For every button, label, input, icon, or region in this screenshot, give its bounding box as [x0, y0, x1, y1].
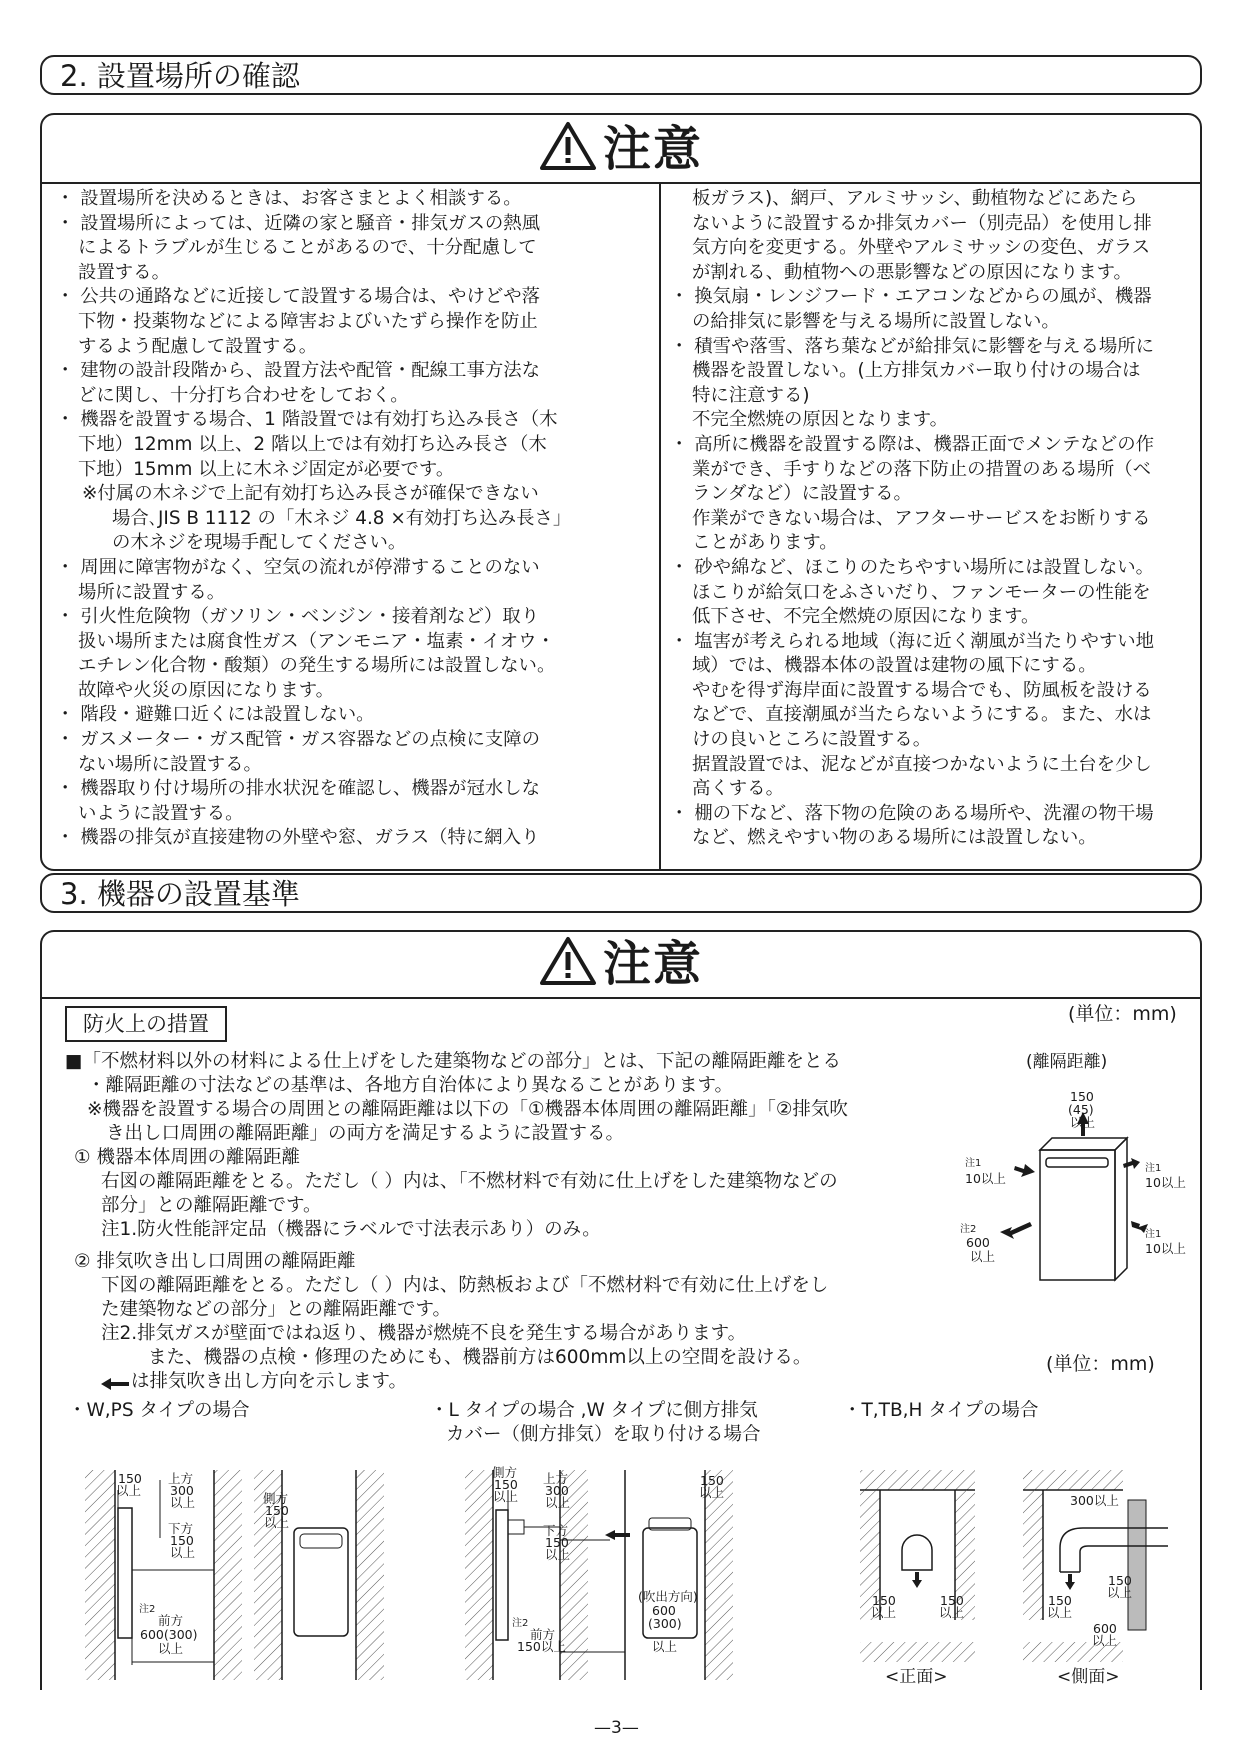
wps-side1: 側方 — [263, 1491, 289, 1506]
wps-up2: 300 — [170, 1483, 194, 1498]
list-item: ・ 積雪や落雪、落ち葉などが給排気に影響を与える場所に — [670, 335, 1155, 357]
list-item: どに関し、十分打ち合わせをしておく。 — [78, 384, 409, 406]
body-line: 部分」との離隔距離です。 — [101, 1195, 322, 1216]
body-line: 右図の離隔距離をとる。ただし（ ）内は、「不燃材料で有効に仕上げをした建築物などの — [101, 1171, 838, 1192]
list-item: によるトラブルが生じることがあるので、十分配慮して — [78, 237, 537, 259]
l-side1: 側方 — [492, 1465, 518, 1480]
section3-title: 3. 機器の設置基準 — [60, 877, 300, 911]
list-item: 高くする。 — [692, 778, 784, 800]
caution-heading — [42, 936, 1200, 992]
body-line: き出し口周囲の離隔距離」の両方を満足するように設置する。 — [106, 1123, 625, 1144]
list-item: 故障や火災の原因になります。 — [78, 679, 334, 701]
l-right2: 以上 — [699, 1485, 725, 1500]
list-item: の木ネジを現場手配してください。 — [112, 532, 407, 554]
unit-label: (単位：mm) — [1068, 1003, 1177, 1025]
section2-title-bar — [40, 55, 1202, 95]
caution-heading — [42, 121, 1200, 177]
list-item: 業ができ、手すりなどの落下防止の措置のある場所（ベ — [692, 458, 1152, 480]
list-item: など、燃えやすい物のある場所には設置しない。 — [692, 827, 1097, 849]
list-item: ない場所に設置する。 — [78, 753, 262, 775]
body-line: ※機器を設置する場合の周囲との離隔距離は以下の「①機器本体周囲の離隔距離」「②排気吹 — [87, 1099, 848, 1120]
t-front-label: <正面> — [885, 1667, 948, 1687]
list-item: が割れる、動植物への悪影響などの原因になります。 — [692, 261, 1132, 283]
list-item: ・ 設置場所を決めるときは、お客さまとよく相談する。 — [56, 188, 522, 209]
body-line: ② 排気吹き出し口周囲の離隔距離 — [74, 1251, 356, 1272]
section3-title-bar — [40, 873, 1202, 913]
list-item: 下物・投薬物などによる障害およびいたずら操作を防止 — [78, 310, 538, 332]
l-exh1: (吹出方向) — [638, 1589, 698, 1604]
l-exh4: 以上 — [652, 1639, 678, 1654]
t-side-a: 150 — [1048, 1593, 1072, 1608]
t-left1: 150 — [872, 1593, 896, 1608]
list-item: ・ 設置場所によっては、近隣の家と騒音・排気ガスの熱風 — [56, 212, 541, 234]
t-side-b: 以上 — [1047, 1605, 1073, 1620]
wps-dn1: 下方 — [168, 1521, 194, 1536]
l-dn1: 下方 — [543, 1523, 569, 1538]
exhaust-direction-arrow-icon — [101, 1376, 131, 1395]
wps-front3: 以上 — [158, 1641, 184, 1656]
list-item: 扱い場所または腐食性ガス（アンモニア・塩素・イオウ・ — [78, 630, 555, 652]
clearance-title: (離隔距離) — [1026, 1052, 1108, 1072]
section2-left-column — [56, 187, 654, 851]
list-item: 下地）12mm 以上、2 階以上では有効打ち込み長さ（木 — [78, 433, 547, 455]
list-item: ないように設置するか排気カバー（別売品）を使用し排 — [692, 212, 1152, 234]
body-line: ・離隔距離の寸法などの基準は、各地方自治体により異なることがあります。 — [87, 1075, 734, 1096]
t-side-label: <側面> — [1057, 1667, 1120, 1687]
list-item: 場合､JIS B 1112 の「木ネジ 4.8 ×有効打ち込み長さ」 — [112, 507, 572, 529]
l-dn3: 以上 — [545, 1547, 571, 1562]
wps-dn3: 以上 — [170, 1545, 196, 1560]
clear-front: 600 — [966, 1235, 990, 1250]
list-item: ・ 棚の下など、落下物の危険のある場所や、洗濯の物干場 — [670, 802, 1154, 824]
list-item: 機器を設置しない。(上方排気カバー取り付けの場合は — [692, 360, 1141, 382]
list-item: 域）では、機器本体の設置は建物の風下にする。 — [692, 655, 1097, 677]
list-item: 気方向を変更する。外壁やアルミサッシの変色、ガラス — [692, 237, 1151, 259]
list-item: ・ 階段・避難口近くには設置しない。 — [56, 704, 375, 726]
list-item: 低下させ、不完全燃焼の原因になります。 — [692, 606, 1040, 628]
list-item: ※付属の木ネジで上記有効打ち込み長さが確保できない — [82, 483, 539, 505]
divider — [42, 997, 1200, 999]
list-item: ・ 引火性危険物（ガソリン・ベンジン・接着剤など）取り — [56, 606, 540, 628]
caution-label: 注意 — [602, 936, 703, 992]
t-right1: 150 — [940, 1593, 964, 1608]
subhead-label: 防火上の措置 — [83, 1012, 209, 1036]
type-l-heading: ・L タイプの場合 ,W タイプに側方排気 — [430, 1400, 758, 1421]
t-side-d: 以上 — [1107, 1585, 1133, 1600]
wps-front1: 前方 — [158, 1613, 184, 1628]
list-item: 場所に設置する。 — [78, 581, 226, 603]
section2-title: 2. 設置場所の確認 — [60, 59, 300, 93]
l-exh2: 600 — [652, 1603, 676, 1618]
l-dn2: 150 — [545, 1535, 569, 1550]
list-item: ・ 周囲に障害物がなく、空気の流れが停滞することのない — [56, 556, 540, 578]
body-line: ① 機器本体周囲の離隔距離 — [74, 1147, 300, 1168]
t-figure — [838, 1460, 1208, 1680]
list-item: ことがあります。 — [692, 532, 838, 554]
l-exh3: (300) — [648, 1616, 682, 1631]
body-line: は排気吹き出し方向を示します。 — [131, 1371, 408, 1392]
list-item: ・ ガスメーター・ガス配管・ガス容器などの点検に支障の — [56, 729, 541, 751]
l-side2: 150 — [494, 1477, 518, 1492]
unit-label: (単位：mm) — [1046, 1353, 1155, 1375]
list-item: ・ 高所に機器を設置する際は、機器正面でメンテなどの作 — [670, 433, 1155, 455]
wps-up3: 以上 — [170, 1495, 196, 1510]
wps-dn2: 150 — [170, 1533, 194, 1548]
list-item: ・ 機器の排気が直接建物の外壁や窓、ガラス（特に網入り — [56, 827, 540, 849]
type-wps-heading: ・W,PS タイプの場合 — [68, 1400, 250, 1421]
warning-icon — [539, 936, 597, 986]
note1-marker: 注1 — [1145, 1163, 1162, 1174]
warning-icon — [539, 121, 597, 171]
body-line: 下図の離隔距離をとる。ただし（ ）内は、防熱板および「不燃材料で有効に仕上げをし — [101, 1275, 829, 1296]
list-item: ・ 砂や綿など、ほこりのたちやすい場所には設置しない。 — [670, 556, 1155, 578]
t-bottom2: 以上 — [1092, 1633, 1118, 1648]
list-item: ・ 機器を設置する場合、1 階設置では有効打ち込み長さ（木 — [56, 409, 558, 431]
list-item: ランダなど）に設置する。 — [692, 483, 912, 505]
clear-front-ijo: 以上 — [970, 1249, 996, 1264]
note2-marker: 注2 — [960, 1224, 977, 1235]
body-line: 注2.排気ガスが壁面ではね返り、機器が燃焼不良を発生する場合があります。 — [101, 1323, 747, 1344]
fire-prevention-subhead — [65, 1006, 227, 1042]
list-item: けの良いところに設置する。 — [692, 729, 932, 751]
t-side-c: 150 — [1108, 1573, 1132, 1588]
body-line: た建築物などの部分」との離隔距離です。 — [101, 1299, 452, 1320]
clear-top: 150 — [1070, 1089, 1094, 1104]
wps-front2: 600(300) — [140, 1627, 198, 1642]
wps-side3: 以上 — [264, 1515, 290, 1530]
l-right1: 150 — [700, 1473, 724, 1488]
page-number: —3— — [594, 1718, 639, 1738]
type-l-heading-2: カバー（側方排気）を取り付ける場合 — [446, 1424, 761, 1445]
clear-right: 10以上 — [1145, 1175, 1186, 1190]
list-item: ほこりが給気口をふさいだり、ファンモーターの性能を — [692, 581, 1151, 603]
list-item: 据置設置では、泥などが直接つかないように土台を少し — [692, 753, 1152, 775]
note1-marker: 注1 — [1145, 1229, 1162, 1240]
list-item: やむを得ず海岸面に設置する場合でも、防風板を設ける — [692, 679, 1152, 701]
list-item: 板ガラス)、網戸、アルミサッシ、動植物などにあたら — [692, 188, 1138, 209]
section2-right-column — [670, 187, 1190, 851]
divider — [42, 182, 1200, 184]
wps-side2: 150 — [265, 1503, 289, 1518]
list-item: するよう配慮して設置する。 — [78, 335, 318, 357]
list-item: などで、直接潮風が当たらないようにする。また、水は — [692, 704, 1152, 726]
list-item: ・ 換気扇・レンジフード・エアコンなどからの風が、機器 — [670, 286, 1152, 308]
body-line: また、機器の点検・修理のためにも、機器前方は600mm以上の空間を設ける。 — [148, 1347, 812, 1368]
wps-up1: 上方 — [168, 1471, 194, 1486]
t-top: 300以上 — [1070, 1493, 1119, 1508]
section2-caution-box — [40, 113, 1202, 871]
wps-150-ijo: 以上 — [116, 1483, 142, 1498]
caution-label: 注意 — [602, 121, 703, 177]
t-bottom1: 600 — [1093, 1621, 1117, 1636]
clear-bottom: 10以上 — [1145, 1241, 1186, 1256]
l-up1: 上方 — [543, 1471, 569, 1486]
list-item: ・ 建物の設計段階から、設置方法や配管・配線工事方法な — [56, 360, 541, 382]
list-item: 下地）15mm 以上に木ネジ固定が必要です。 — [78, 458, 455, 480]
list-item: ・ 塩害が考えられる地域（海に近く潮風が当たりやすい地 — [670, 630, 1155, 652]
clear-top-ijo: 以上 — [1070, 1115, 1096, 1130]
list-item: エチレン化合物・酸類）の発生する場所には設置しない。 — [78, 655, 556, 677]
clear-left: 10以上 — [965, 1171, 1006, 1186]
list-item: 特に注意する) — [692, 384, 810, 406]
l-front2: 150以上 — [517, 1639, 566, 1654]
list-item: 不完全燃焼の原因となります。 — [692, 409, 948, 431]
clear-top-paren: (45) — [1068, 1102, 1094, 1117]
l-front1: 前方 — [530, 1627, 556, 1642]
list-item: 設置する。 — [78, 261, 170, 283]
l-note2: 注2 — [512, 1618, 529, 1629]
wps-note2: 注2 — [139, 1604, 156, 1615]
l-up3: 以上 — [545, 1495, 571, 1510]
list-item: ・ 機器取り付け場所の排水状況を確認し、機器が冠水しな — [56, 778, 541, 800]
list-item: の給排気に影響を与える場所に設置しない。 — [692, 310, 1060, 332]
list-item: いように設置する。 — [78, 802, 244, 824]
type-t-heading: ・T,TB,H タイプの場合 — [843, 1400, 1039, 1421]
l-up2: 300 — [545, 1483, 569, 1498]
list-item: ・ 公共の通路などに近接して設置する場合は、やけどや落 — [56, 286, 541, 308]
note1-marker: 注1 — [965, 1158, 982, 1169]
column-divider — [659, 184, 661, 869]
t-right2: 以上 — [939, 1605, 965, 1620]
t-left2: 以上 — [871, 1605, 897, 1620]
l-side3: 以上 — [493, 1489, 519, 1504]
wps-150: 150 — [118, 1471, 142, 1486]
list-item: 作業ができない場合は、アフターサービスをお断りする — [692, 507, 1151, 529]
body-line: 注1.防火性能評定品（機器にラベルで寸法表示あり）のみ。 — [101, 1219, 601, 1240]
body-line: ■「不燃材料以外の材料による仕上げをした建築物などの部分」とは、下記の離隔距離をとる — [65, 1051, 841, 1072]
